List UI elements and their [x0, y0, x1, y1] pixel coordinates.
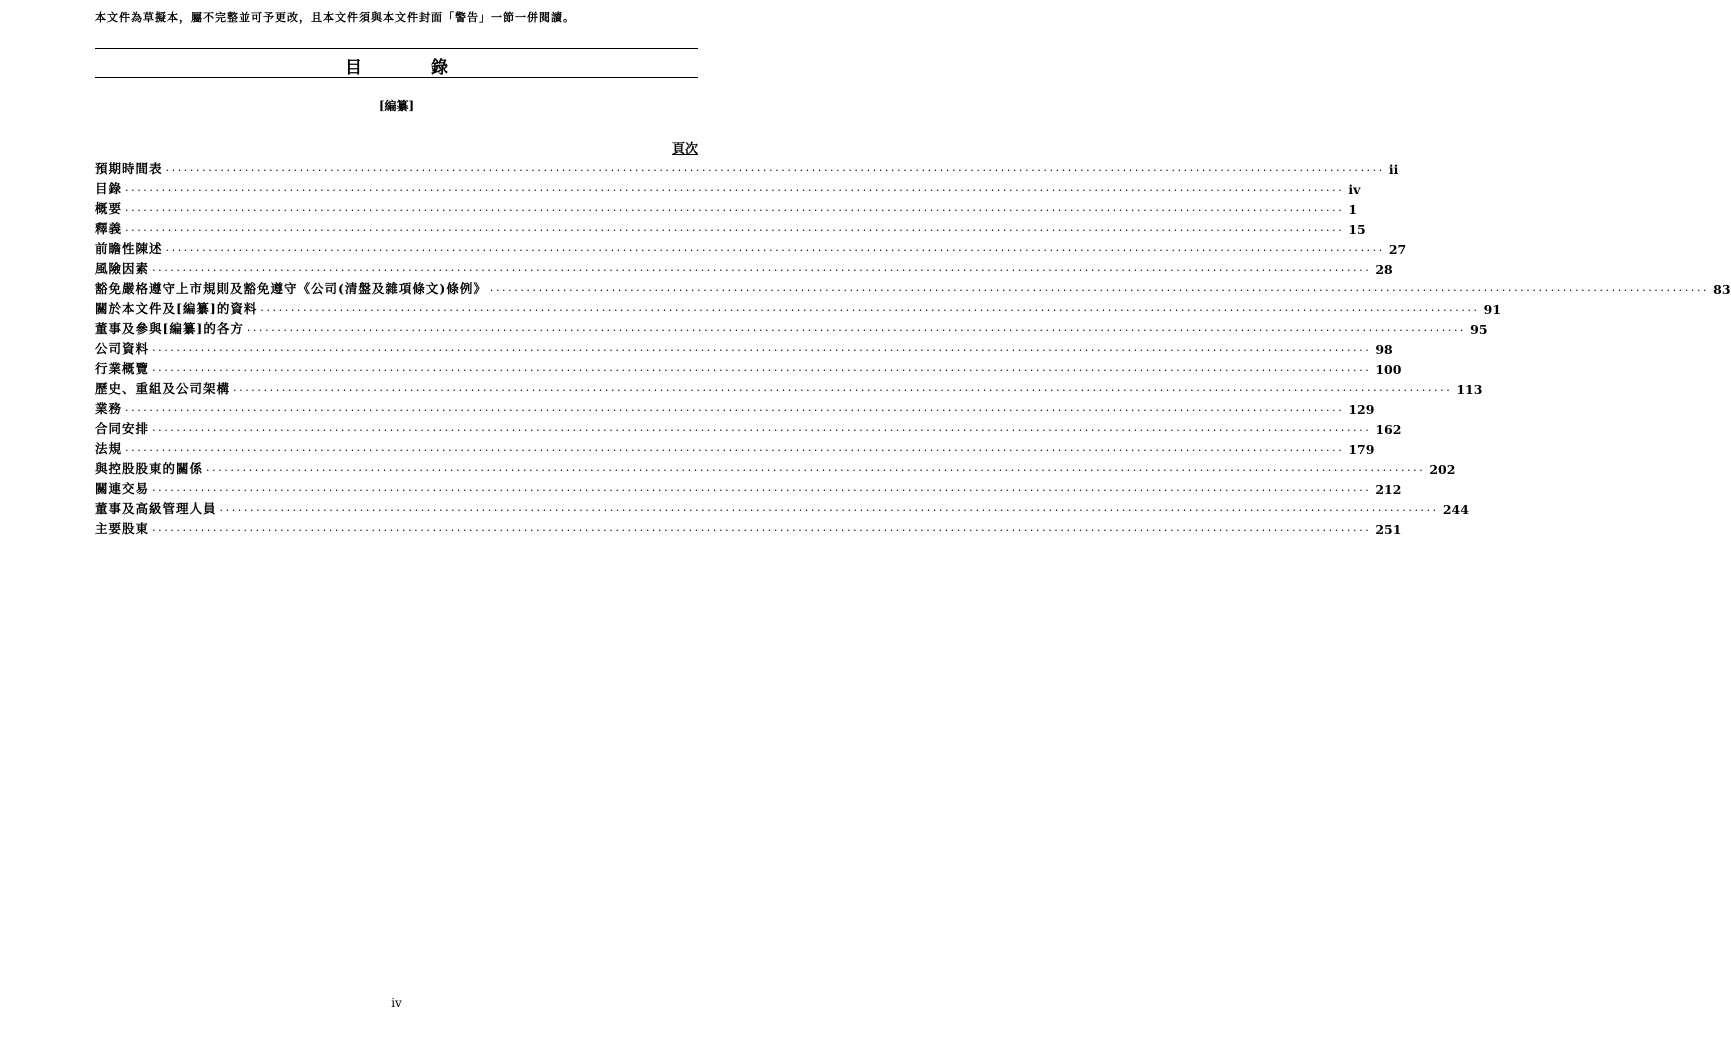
- dot-leader: ........................................................................................................................................................................................................: [165, 161, 1385, 174]
- toc-entry-page: 98: [1375, 342, 1393, 357]
- toc-entry[interactable]: [95, 377, 1483, 397]
- dot-leader: ........................................................................................................................................................................................................: [233, 381, 1453, 394]
- toc-entry-page: 1: [1348, 202, 1358, 217]
- toc-entry-page: 251: [1375, 522, 1402, 537]
- toc-entry-label: 與控股股東的關係: [95, 461, 204, 476]
- dot-leader: ........................................................................................................................................................................................................: [125, 441, 1345, 454]
- toc-entry-label: 預期時間表: [95, 161, 163, 176]
- toc-entry-label: 行業概覽: [95, 361, 150, 376]
- toc-entry-label: 關於本文件及[編纂]的資料: [95, 301, 258, 316]
- dot-leader: ........................................................................................................................................................................................................: [125, 181, 1345, 194]
- toc-entry[interactable]: [95, 437, 1375, 457]
- toc-entry-page: 129: [1348, 402, 1375, 417]
- dot-leader: ........................................................................................................................................................................................................: [125, 201, 1345, 214]
- toc-entry-page: 95: [1470, 322, 1488, 337]
- dot-leader: ........................................................................................................................................................................................................: [125, 401, 1345, 414]
- toc-entry[interactable]: [95, 357, 1402, 377]
- toc-entry[interactable]: [95, 397, 1375, 417]
- toc-entry[interactable]: [95, 197, 1358, 217]
- page-title: 目 錄: [345, 58, 474, 78]
- toc-entry-page: 244: [1442, 502, 1469, 517]
- toc-entry-label: 董事及參與[編纂]的各方: [95, 321, 244, 336]
- toc-entry-page: 202: [1429, 462, 1456, 477]
- dot-leader: ........................................................................................................................................................................................................: [260, 301, 1480, 314]
- toc-entry[interactable]: [95, 237, 1407, 257]
- toc-entry-page: 100: [1375, 362, 1402, 377]
- toc-entry-label: 釋義: [95, 221, 123, 236]
- toc-entry-label: 前瞻性陳述: [95, 241, 163, 256]
- toc-entry-label: 法規: [95, 441, 123, 456]
- toc-entry[interactable]: [95, 477, 1402, 497]
- toc-entry-page: 113: [1456, 382, 1483, 397]
- title-bottom-rule: [95, 77, 698, 78]
- toc-entry-label: 公司資料: [95, 341, 150, 356]
- toc-entry[interactable]: [95, 177, 1361, 197]
- toc-entry-label: 豁免嚴格遵守上市規則及豁免遵守《公司(清盤及雜項條文)條例》: [95, 281, 487, 296]
- dot-leader: ........................................................................................................................................................................................................: [489, 281, 1710, 294]
- dot-leader: ........................................................................................................................................................................................................: [206, 461, 1426, 474]
- dot-leader: ........................................................................................................................................................................................................: [152, 361, 1372, 374]
- toc-entry-page: ii: [1388, 162, 1399, 177]
- toc-entry-label: 合同安排: [95, 421, 150, 436]
- toc-entry[interactable]: [95, 217, 1366, 237]
- toc-entry-label: 關連交易: [95, 481, 150, 496]
- toc-entry-page: 28: [1375, 262, 1393, 277]
- toc-entry-label: 業務: [95, 401, 123, 416]
- toc-entry-page: iv: [1348, 182, 1361, 197]
- toc-entry[interactable]: [95, 417, 1402, 437]
- toc-entry-page: 83: [1713, 282, 1731, 297]
- dot-leader: ........................................................................................................................................................................................................: [152, 421, 1372, 434]
- dot-leader: ........................................................................................................................................................................................................: [125, 221, 1345, 234]
- page-column-header: 頁次: [671, 142, 698, 157]
- toc-entry[interactable]: [95, 457, 1456, 477]
- toc-entry-label: 歷史、重組及公司架構: [95, 381, 231, 396]
- toc-entry[interactable]: [95, 157, 1399, 177]
- title-top-rule: [95, 48, 698, 49]
- toc-entry-label: 風險因素: [95, 261, 150, 276]
- dot-leader: ........................................................................................................................................................................................................: [152, 261, 1372, 274]
- toc-entry-label: 董事及高級管理人員: [95, 501, 217, 516]
- table-of-contents: [95, 157, 1731, 537]
- dot-leader: ........................................................................................................................................................................................................: [152, 341, 1372, 354]
- toc-entry-page: 212: [1375, 482, 1402, 497]
- toc-entry[interactable]: [95, 277, 1731, 297]
- toc-entry-page: 179: [1348, 442, 1375, 457]
- dot-leader: ........................................................................................................................................................................................................: [219, 501, 1439, 514]
- toc-entry-label: 目錄: [95, 181, 123, 196]
- draft-notice: 本文件為草擬本，屬不完整並可予更改，且本文件須與本文件封面「警告」一節一併閱讀。: [95, 11, 575, 24]
- dot-leader: ........................................................................................................................................................................................................: [152, 481, 1372, 494]
- toc-entry-label: 主要股東: [95, 521, 150, 536]
- toc-entry-page: 91: [1483, 302, 1502, 317]
- toc-entry[interactable]: [95, 297, 1502, 317]
- page-subtitle: [編纂]: [378, 99, 415, 113]
- toc-entry[interactable]: [95, 337, 1393, 357]
- dot-leader: ........................................................................................................................................................................................................: [246, 321, 1467, 334]
- toc-entry[interactable]: [95, 517, 1402, 537]
- toc-entry[interactable]: [95, 317, 1488, 337]
- toc-entry[interactable]: [95, 497, 1469, 517]
- dot-leader: ........................................................................................................................................................................................................: [152, 521, 1372, 534]
- toc-entry-page: 15: [1348, 222, 1366, 237]
- toc-entry[interactable]: [95, 257, 1393, 277]
- toc-entry-page: 27: [1388, 242, 1407, 257]
- toc-entry-label: 概要: [95, 201, 123, 216]
- toc-entry-page: 162: [1375, 422, 1402, 437]
- page-number: iv: [391, 996, 402, 1010]
- dot-leader: ........................................................................................................................................................................................................: [165, 241, 1385, 254]
